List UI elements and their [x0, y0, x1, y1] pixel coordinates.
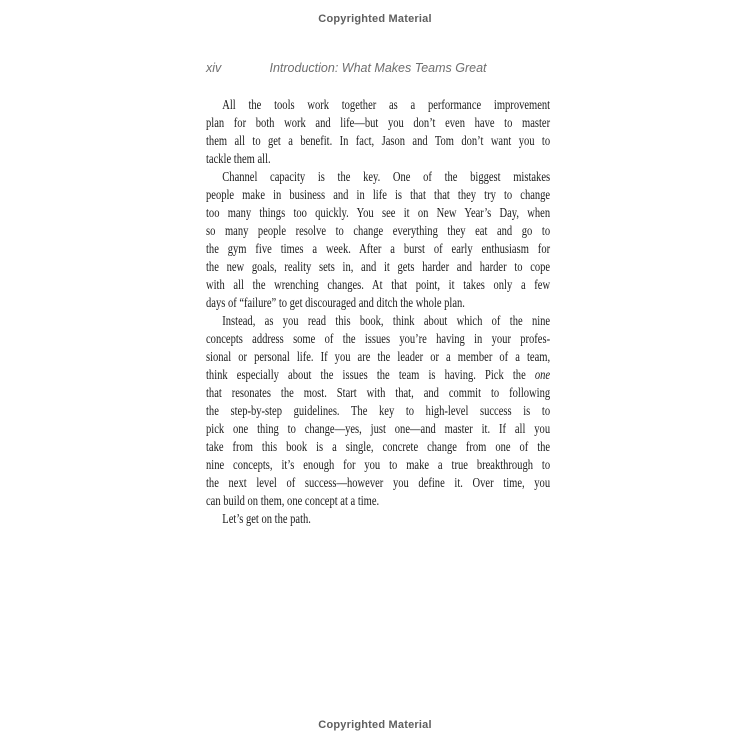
text-line: take from this book is a single, concrete change from one of the [206, 439, 551, 454]
copyright-notice-bottom: Copyrighted Material [318, 719, 432, 731]
text-line: Channel capacity is the key. One of the biggest mistakes [222, 169, 551, 184]
copyright-notice-top: Copyrighted Material [318, 13, 432, 25]
text-line: plan for both work and life—but you don’t even have to master [206, 115, 551, 130]
text-line: Instead, as you read this book, think about which of the nine [222, 313, 551, 328]
text-line: concepts address some of the issues you’re having in your profes- [206, 331, 551, 346]
text-line: nine concepts, it’s enough for you to make a true breakthrough to [206, 457, 551, 472]
text-line: with all the wrenching changes. At that point, it takes only a few [206, 277, 551, 292]
text-line: too many things too quickly. You see it on New Year’s Day, when [206, 205, 551, 220]
text-line: people make in business and in life is that that they try to change [206, 187, 551, 202]
text-line: the step-by-step guidelines. The key to high-level success is to [206, 403, 551, 418]
text-line: pick one thing to change—yes, just one—and master it. If all you [206, 421, 551, 436]
text-line: so many people resolve to change everything they eat and go to [206, 223, 551, 238]
paragraph [206, 312, 550, 510]
page-header [206, 61, 550, 75]
text-line: the next level of success—however you define it. Over time, you [206, 475, 551, 490]
paragraph [206, 510, 550, 528]
text-line: tackle them all. [206, 151, 271, 166]
page-number: xiv [206, 61, 222, 75]
text-line: the gym five times a week. After a burst of early enthusiasm for [206, 241, 551, 256]
body-text [206, 96, 550, 528]
paragraph [206, 96, 550, 168]
text-line: All the tools work together as a performance improvement [222, 97, 551, 112]
text-line: that resonates the most. Start with that, and commit to following [206, 385, 551, 400]
text-line: the new goals, reality sets in, and it gets harder and harder to cope [206, 259, 551, 274]
text-line: Let’s get on the path. [222, 511, 311, 526]
text-line: think especially about the issues the team is having. Pick the one [206, 367, 551, 382]
text-line: days of “failure” to get discouraged and ditch the whole plan. [206, 295, 465, 310]
paragraph [206, 168, 550, 312]
running-title: Introduction: What Makes Teams Great [269, 61, 487, 75]
text-line: sional or personal life. If you are the leader or a member of a team, [206, 349, 551, 364]
text-line: can build on them, one concept at a time. [206, 493, 380, 508]
text-line: them all to get a benefit. In fact, Jason and Tom don’t want you to [206, 133, 551, 148]
